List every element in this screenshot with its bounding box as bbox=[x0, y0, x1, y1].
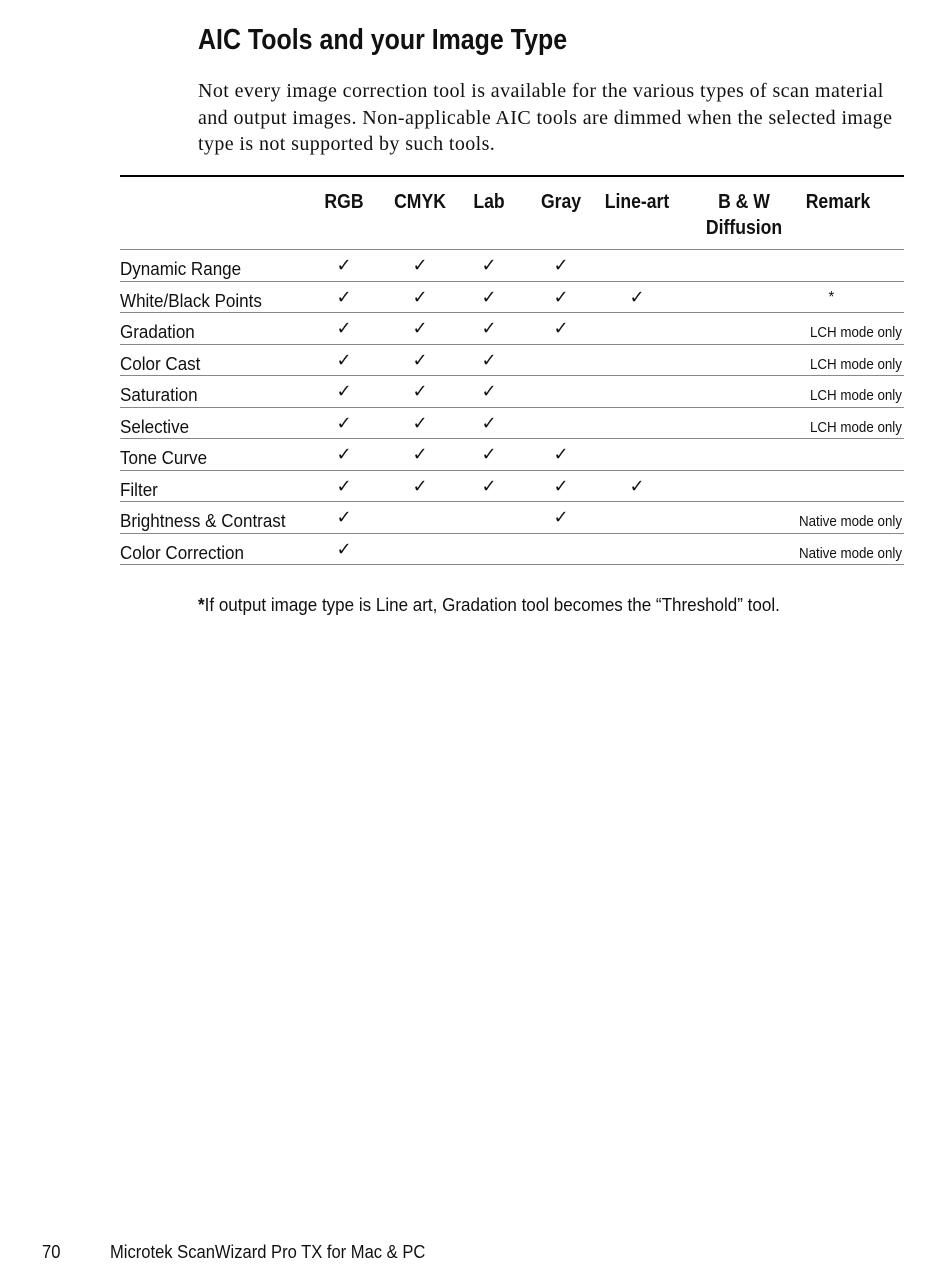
table-row bbox=[120, 471, 904, 503]
table-row bbox=[120, 376, 904, 408]
footer-title: Microtek ScanWizard Pro TX for Mac & PC bbox=[110, 1242, 426, 1262]
footnote bbox=[198, 594, 780, 616]
checkmark-icon: ✓ bbox=[481, 318, 497, 339]
footnote-text: If output image type is Line art, Gradation tool becomes the “Threshold” tool. bbox=[204, 594, 780, 615]
checkmark-icon: ✓ bbox=[412, 475, 428, 497]
header-rgb: RGB bbox=[324, 191, 364, 213]
row-label: Saturation bbox=[120, 384, 198, 405]
checkmark-icon: ✓ bbox=[412, 286, 428, 308]
checkmark-icon: ✓ bbox=[412, 381, 428, 402]
table-row bbox=[120, 534, 904, 566]
checkmark-icon: ✓ bbox=[553, 318, 569, 339]
row-label: Gradation bbox=[120, 321, 195, 342]
checkmark-icon: ✓ bbox=[629, 475, 645, 497]
checkmark-icon: ✓ bbox=[336, 286, 352, 308]
row-label: White/Black Points bbox=[120, 289, 262, 311]
table-row bbox=[120, 439, 904, 471]
page-number: 70 bbox=[42, 1242, 61, 1262]
row-label: Color Correction bbox=[120, 541, 244, 563]
row-label: Color Cast bbox=[120, 352, 201, 374]
checkmark-icon: ✓ bbox=[553, 255, 569, 276]
checkmark-icon: ✓ bbox=[336, 349, 352, 371]
row-remark: * bbox=[828, 288, 834, 306]
header-line-art: Line-art bbox=[604, 191, 670, 213]
checkmark-icon: ✓ bbox=[553, 475, 569, 497]
checkmark-icon: ✓ bbox=[553, 507, 569, 528]
checkmark-icon: ✓ bbox=[412, 412, 428, 434]
intro-paragraph: Not every image correction tool is available for the various types of scan material and output images. Non-applicable AIC tools are dimmed when the selected image type is not supported by such tools. bbox=[198, 80, 893, 155]
row-remark: LCH mode only bbox=[810, 325, 902, 341]
checkmark-icon: ✓ bbox=[553, 444, 569, 465]
checkmark-icon: ✓ bbox=[481, 381, 497, 402]
checkmark-icon: ✓ bbox=[336, 475, 352, 497]
checkmark-icon: ✓ bbox=[336, 444, 352, 465]
checkmark-icon: ✓ bbox=[629, 286, 645, 308]
row-remark: LCH mode only bbox=[810, 388, 902, 404]
table-row bbox=[120, 502, 904, 534]
checkmark-icon: ✓ bbox=[336, 507, 352, 528]
row-remark: Native mode only bbox=[798, 514, 902, 530]
checkmark-icon: ✓ bbox=[481, 412, 497, 434]
checkmark-icon: ✓ bbox=[412, 255, 428, 276]
footnote-marker: * bbox=[198, 594, 205, 615]
checkmark-icon: ✓ bbox=[336, 412, 352, 434]
row-remark: LCH mode only bbox=[810, 356, 902, 373]
row-label: Brightness & Contrast bbox=[120, 510, 286, 531]
row-label: Selective bbox=[120, 415, 190, 437]
table-row bbox=[120, 282, 904, 314]
compatibility-table bbox=[120, 175, 904, 565]
checkmark-icon: ✓ bbox=[336, 255, 352, 276]
checkmark-icon: ✓ bbox=[553, 286, 569, 308]
table-body bbox=[120, 250, 904, 565]
row-remark: LCH mode only bbox=[810, 419, 902, 436]
checkmark-icon: ✓ bbox=[336, 538, 352, 560]
header-cmyk: CMYK bbox=[394, 191, 446, 213]
header-gray: Gray bbox=[540, 191, 582, 213]
checkmark-icon: ✓ bbox=[412, 444, 428, 465]
checkmark-icon: ✓ bbox=[481, 444, 497, 465]
table-row bbox=[120, 408, 904, 440]
checkmark-icon: ✓ bbox=[336, 381, 352, 402]
checkmark-icon: ✓ bbox=[481, 475, 497, 497]
row-label: Tone Curve bbox=[120, 447, 208, 468]
header-bw-diffusion: B & W Diffusion bbox=[705, 191, 783, 239]
checkmark-icon: ✓ bbox=[481, 286, 497, 308]
checkmark-icon: ✓ bbox=[336, 318, 352, 339]
row-label: Filter bbox=[120, 478, 158, 500]
checkmark-icon: ✓ bbox=[412, 318, 428, 339]
header-lab: Lab bbox=[473, 191, 505, 213]
table-header-row bbox=[120, 177, 904, 250]
page-title: AIC Tools and your Image Type bbox=[198, 24, 568, 56]
checkmark-icon: ✓ bbox=[412, 349, 428, 371]
row-remark: Native mode only bbox=[798, 545, 902, 562]
table-row bbox=[120, 313, 904, 345]
table-row bbox=[120, 250, 904, 282]
checkmark-icon: ✓ bbox=[481, 255, 497, 276]
checkmark-icon: ✓ bbox=[481, 349, 497, 371]
row-label: Dynamic Range bbox=[120, 258, 242, 279]
table-row bbox=[120, 345, 904, 377]
header-remark: Remark bbox=[805, 191, 871, 213]
